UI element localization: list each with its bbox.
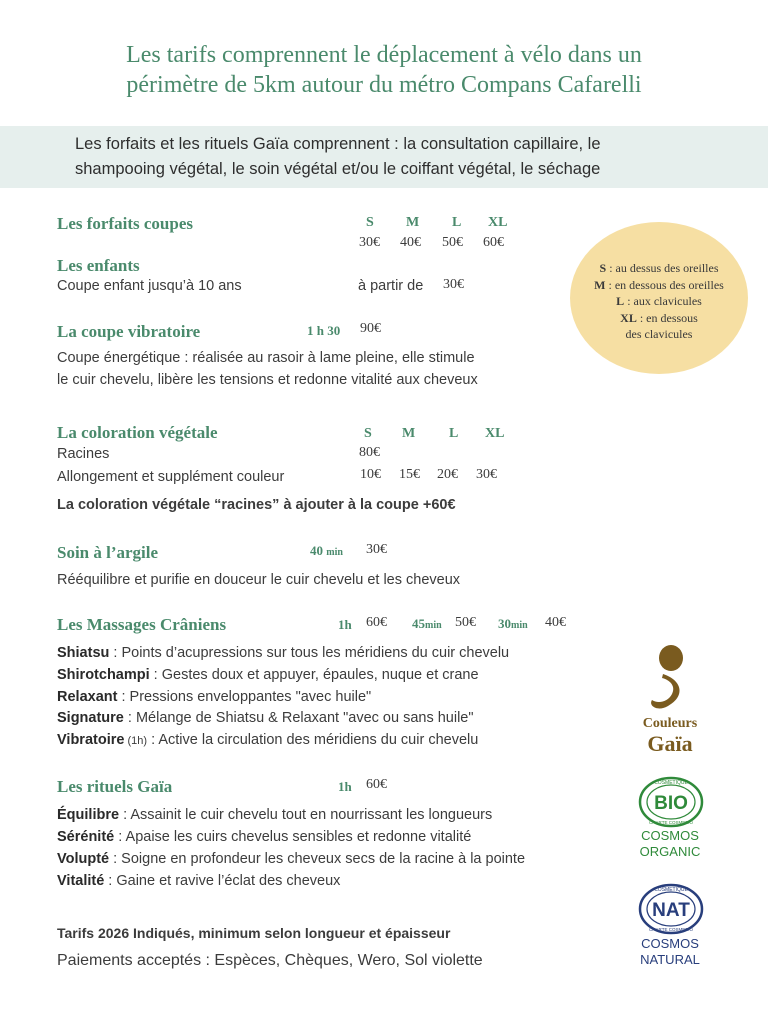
massage-item-desc: : Pressions enveloppantes "avec huile" [117, 689, 372, 705]
allongement-price-s: 10€ [360, 467, 381, 482]
massage-duration-3-num: 30 [498, 616, 511, 631]
legend-text-m: : en dessous des oreilles [605, 277, 724, 292]
enfants-price-prefix: à partir de [358, 278, 424, 294]
forfait-price-s: 30€ [359, 235, 380, 250]
massage-duration-2-unit: min [425, 620, 442, 631]
size-header-s: S [366, 215, 374, 230]
rituel-item-desc: : Apaise les cuirs chevelus sensibles et redonne vitalité [114, 829, 472, 845]
legend-key-l: L [616, 294, 625, 308]
allongement-price-m: 15€ [399, 467, 420, 482]
massage-item-desc: : Active la circulation des méridiens du cuir chevelu [147, 732, 479, 748]
cosmebio-bio-badge-icon [638, 776, 704, 828]
racines-label: Racines [57, 446, 110, 462]
footer-tarifs-note: Tarifs 2026 Indiqués, minimum selon longueur et épaisseur [57, 925, 451, 941]
vibratoire-price: 90€ [360, 321, 381, 336]
gaia-logo-icon [638, 640, 704, 716]
rituel-item-name: Équilibre [57, 807, 120, 823]
massage-item [57, 730, 478, 752]
rituel-item-name: Vitalité [57, 873, 105, 889]
rituel-item-name: Volupté [57, 851, 110, 867]
legend-line-l [570, 293, 748, 310]
section-title-massages: Les Massages Crâniens [57, 615, 227, 634]
legend-text-l: : aux clavicules [624, 294, 702, 308]
allongement-price-l: 20€ [437, 467, 458, 482]
rituel-item-name: Sérénité [57, 829, 115, 845]
section-title-enfants: Les enfants [57, 256, 140, 275]
massage-duration-2-num: 45 [412, 616, 425, 631]
massage-item [57, 665, 479, 686]
cosmos-natural-line-1: COSMOS [641, 936, 699, 951]
massage-item-desc: : Gestes doux et appuyer, épaules, nuque et crane [149, 667, 479, 683]
legend-key-xl: XL [620, 310, 637, 325]
info-band-text [75, 132, 735, 182]
bio-ring-top-text: COSMETIQUE [654, 780, 688, 786]
massage-item [57, 687, 371, 708]
gaia-logo-line-2: Gaïa [647, 731, 693, 756]
section-title-argile [57, 543, 158, 563]
rituel-item [57, 805, 492, 826]
argile-duration-unit: min [326, 547, 343, 558]
size-header-l: L [452, 215, 462, 230]
massage-item-desc: : Points d’acupressions sur tous les méridiens du cuir chevelu [109, 645, 510, 661]
footer-payments: Paiements acceptés : Espèces, Chèques, Wero, Sol violette [57, 952, 483, 969]
forfait-price-xl: 60€ [483, 235, 504, 250]
cosmos-natural-label [620, 936, 720, 968]
rituels-duration: 1h [338, 779, 352, 794]
argile-title-text: Soin à l’argile [57, 543, 159, 562]
section-title-rituels: Les rituels Gaïa [57, 777, 173, 796]
bio-ring-bottom-text: CHARTE COSMEBIO [649, 820, 693, 825]
massage-price-1: 60€ [366, 615, 387, 630]
massage-item-name: Shirotchampi [57, 667, 150, 683]
massage-price-3: 40€ [545, 615, 566, 630]
massage-duration-3-unit: min [511, 620, 528, 631]
massage-item-extra: (1h) [124, 735, 148, 747]
massage-duration-2 [412, 616, 442, 632]
massage-item-name: Vibratoire [57, 732, 125, 748]
cosmos-organic-line-2: ORGANIC [639, 844, 701, 859]
massage-item [57, 643, 509, 664]
legend-line-m [570, 277, 748, 294]
legend-text-xl: : en dessous [636, 310, 698, 325]
vibratoire-desc-line-1: Coupe énergétique : réalisée au rasoir à lame pleine, elle stimule [57, 350, 475, 366]
section-title-coupe-vibratoire: La coupe vibratoire [57, 322, 201, 341]
allongement-label: Allongement et supplément couleur [57, 469, 285, 485]
forfait-price-m: 40€ [400, 235, 421, 250]
rituels-price: 60€ [366, 777, 387, 792]
cosmos-organic-line-1: COSMOS [641, 828, 699, 843]
section-title-forfaits-coupes: Les forfaits coupes [57, 214, 193, 233]
legend-line-s [570, 260, 748, 277]
rituel-item-desc: : Assainit le cuir chevelu tout en nourrissant les longueurs [119, 807, 493, 823]
massage-duration-1: 1h [338, 617, 352, 632]
enfants-label: Coupe enfant jusqu’à 10 ans [57, 278, 242, 294]
size-header-xl: XL [488, 215, 508, 230]
argile-duration-num: 40 [310, 543, 323, 558]
legend-text-s: : au dessus des oreilles [606, 261, 719, 275]
argile-desc: Rééquilibre et purifie en douceur le cuir chevelu et les cheveux [57, 572, 461, 588]
gaia-logo-line-1: Couleurs [642, 716, 698, 731]
vibratoire-duration: 1 h 30 [307, 323, 341, 338]
argile-duration [310, 543, 343, 559]
legend-line-xl [570, 310, 748, 327]
page-title-line-1: Les tarifs comprennent le déplacement à vélo dans un [126, 42, 642, 68]
legend-key-s: S [599, 261, 607, 275]
rituel-item [57, 871, 340, 892]
rituel-item [57, 827, 471, 848]
massage-duration-3 [498, 616, 528, 632]
rituel-item-desc: : Gaine et ravive l’éclat des cheveux [104, 873, 341, 889]
info-band-line-1: Les forfaits et les rituels Gaïa comprennent : la consultation capillaire, le [75, 135, 601, 153]
coloration-size-s: S [364, 426, 372, 441]
massage-item [57, 708, 474, 729]
allongement-price-xl: 30€ [476, 467, 497, 482]
nat-badge-text: NAT [652, 900, 690, 921]
size-header-m: M [406, 215, 420, 230]
coloration-size-l: L [449, 426, 459, 441]
coloration-size-m: M [402, 426, 416, 441]
rituel-item-desc: : Soigne en profondeur les cheveux secs de la racine à la pointe [109, 851, 526, 867]
vibratoire-desc-line-2: le cuir chevelu, libère les tensions et redonne vitalité aux cheveux [57, 372, 478, 388]
legend-line-xl-2: des clavicules [625, 327, 693, 341]
massage-item-desc: : Mélange de Shiatsu & Relaxant "avec ou sans huile" [123, 710, 474, 726]
cosmebio-nat-badge-icon [638, 883, 704, 935]
page-title-line-2: périmètre de 5km autour du métro Compans Cafarelli [126, 72, 642, 98]
page-title [0, 40, 768, 100]
section-title-coloration: La coloration végétale [57, 423, 218, 442]
massage-price-2: 50€ [455, 615, 476, 630]
argile-price: 30€ [366, 542, 387, 557]
forfait-price-l: 50€ [442, 235, 463, 250]
massage-item-name: Shiatsu [57, 645, 110, 661]
cosmos-natural-line-2: NATURAL [640, 952, 700, 967]
massage-item-name: Signature [57, 710, 124, 726]
rituel-item [57, 849, 525, 870]
coloration-size-xl: XL [485, 426, 505, 441]
nat-ring-bottom-text: CHARTE COSMEBIO [649, 927, 693, 932]
massage-item-name: Relaxant [57, 689, 118, 705]
legend-key-m: M [594, 277, 606, 292]
size-legend [570, 260, 748, 343]
racines-price: 80€ [359, 445, 380, 460]
cosmos-organic-label [620, 828, 720, 860]
nat-ring-top-text: COSMETIQUE [654, 887, 688, 893]
bio-badge-text: BIO [654, 793, 688, 814]
info-band-line-2: shampooing végétal, le soin végétal et/ou le coiffant végétal, le séchage [75, 160, 601, 178]
coloration-note: La coloration végétale “racines” à ajouter à la coupe +60€ [57, 497, 456, 513]
enfants-price: 30€ [443, 277, 464, 292]
